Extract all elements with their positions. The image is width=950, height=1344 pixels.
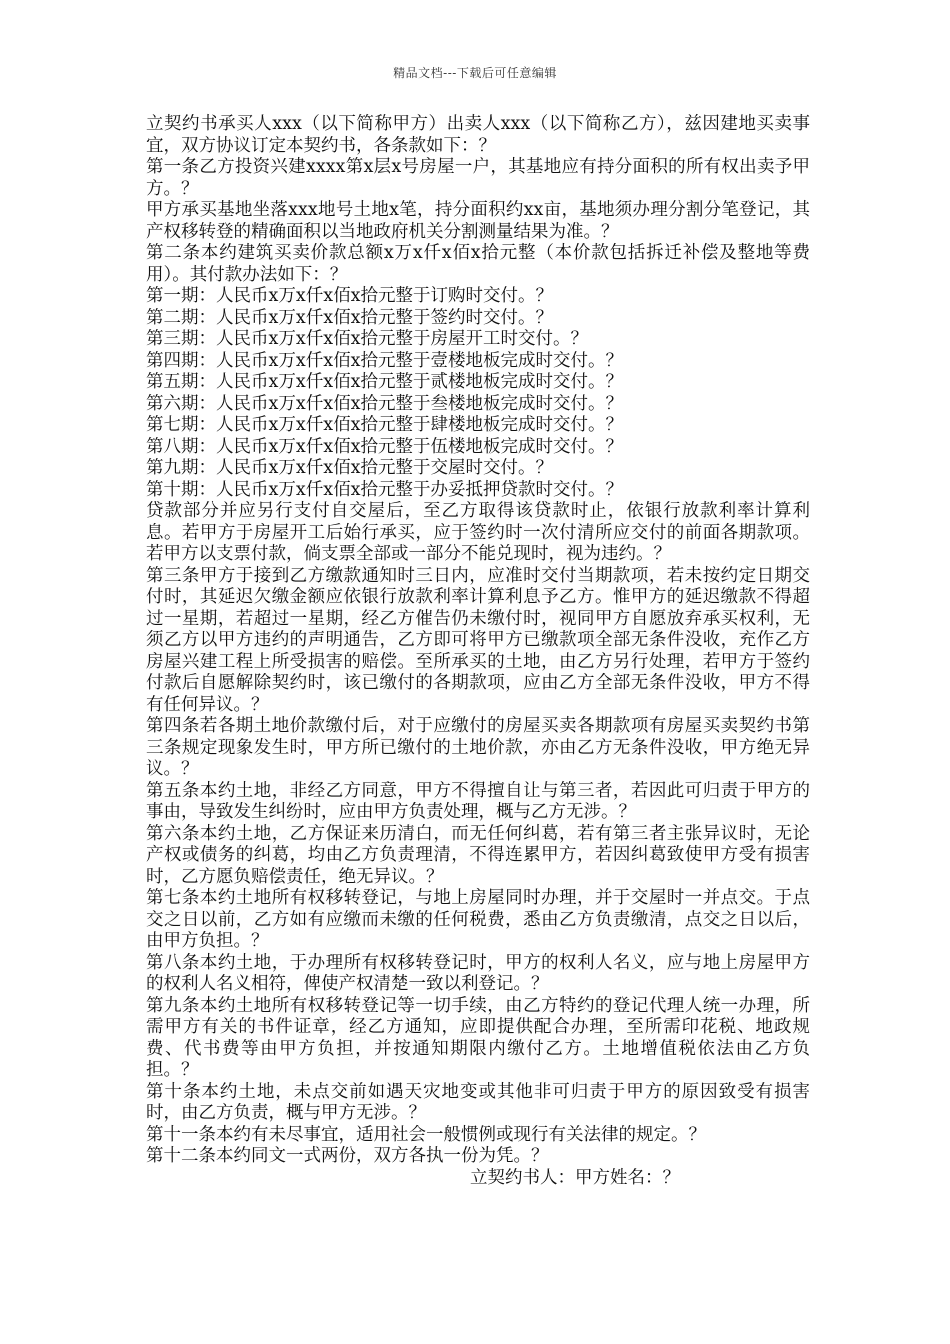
contract-paragraph: 第四条若各期土地价款缴付后，对于应缴付的房屋买卖各期款项有房屋买卖契约书第三条规定现象发生时，甲方所已缴付的土地价款，亦由乙方无条件没收，甲方绝无异议。？ xyxy=(146,716,810,779)
payment-installment: 第一期：人民币x万x仟x佰x拾元整于订购时交付。？ xyxy=(146,286,553,306)
payment-installment: 第十期：人民币x万x仟x佰x拾元整于办妥抵押贷款时交付。？ xyxy=(146,479,623,500)
payment-installment: 第四期：人民币x万x仟x佰x拾元整于壹楼地板完成时交付。？ xyxy=(146,350,623,371)
payment-installment: 第七期：人民币x万x仟x佰x拾元整于肆楼地板完成时交付。？ xyxy=(146,415,623,435)
contract-body xyxy=(146,114,810,1189)
page-header: 精品文档---下载后可任意编辑 xyxy=(393,66,557,80)
payment-installment: 第三期：人民币x万x仟x佰x拾元整于房屋开工时交付。？ xyxy=(146,329,588,349)
payment-installment: 第六期：人民币x万x仟x佰x拾元整于叁楼地板完成时交付。？ xyxy=(146,393,623,414)
contract-paragraph: 第十一条本约有未尽事宜，适用社会一般惯例或现行有关法律的规定。？ xyxy=(146,1124,706,1145)
contract-paragraph: 第十条本约土地，未点交前如遇天灾地变或其他非可归责于甲方的原因致受有损害时，由乙方负责，概与甲方无涉。？ xyxy=(146,1081,810,1123)
contract-paragraph: 贷款部分并应另行支付自交屋后，至乙方取得该贷款时止，依银行放款利率计算利息。若甲方于房屋开工后始行承买，应于签约时一次付清所应交付的前面各期款项。若甲方以支票付款，倘支票全部或一部分不能兑现时，视为违约。？ xyxy=(146,501,810,564)
payment-installment: 第五期：人民币x万x仟x佰x拾元整于贰楼地板完成时交付。？ xyxy=(146,372,623,392)
contract-paragraph: 第八条本约土地，于办理所有权移转登记时，甲方的权利人名义，应与地上房屋甲方的权利人名义相符，俾使产权清楚一致以利登记。？ xyxy=(146,952,810,994)
payment-installment: 第二期：人民币x万x仟x佰x拾元整于签约时交付。？ xyxy=(146,307,553,328)
contract-paragraph: 第九条本约土地所有权移转登记等一切手续，由乙方特约的登记代理人统一办理，所需甲方有关的书件证章，经乙方通知，应即提供配合办理，至所需印花税、地政规费、代书费等由甲方负担，并按通知期限内缴付乙方。土地增值税依法由乙方负担。？ xyxy=(146,995,810,1080)
payment-installment: 第九期：人民币x万x仟x佰x拾元整于交屋时交付。？ xyxy=(146,458,553,478)
contract-paragraph: 第三条甲方于接到乙方缴款通知时三日内，应准时交付当期款项，若未按约定日期交付时，其延迟欠缴金额应依银行放款利率计算利息予乙方。惟甲方的延迟缴款不得超过一星期，若超过一星期，经乙方催告仍未缴付时，视同甲方自愿放弃承买权利，无须乙方以甲方违约的声明通告，乙方即可将甲方已缴款项全部无条件没收，充作乙方房屋兴建工程上所受损害的赔偿。至所承买的土地，由乙方另行处理，若甲方于签约付款后自愿解除契约时，该已缴付的各期款项，应由乙方全部无条件没收，甲方不得有任何异议。？ xyxy=(146,565,810,715)
contract-paragraph: 第二条本约建筑买卖价款总额x万x仟x佰x拾元整（本价款包括拆迁补偿及整地等费用）。其付款办法如下：？ xyxy=(146,243,810,285)
contract-paragraph: 甲方承买基地坐落xxx地号土地x笔，持分面积约xx亩，基地须办理分割分笔登记，其产权移转登的精确面积以当地政府机关分割测量结果为准。？ xyxy=(146,200,810,242)
payment-installment: 第八期：人民币x万x仟x佰x拾元整于伍楼地板完成时交付。？ xyxy=(146,436,623,457)
contract-paragraph: 立契约书承买人xxx（以下简称甲方）出卖人xxx（以下简称乙方），兹因建地买卖事宜，双方协议订定本契约书，各条款如下：？ xyxy=(146,114,810,156)
contract-paragraph: 第六条本约土地，乙方保证来历清白，而无任何纠葛，若有第三者主张异议时，无论产权或债务的纠葛，均由乙方负责理清，不得连累甲方，若因纠葛致使甲方受有损害时，乙方愿负赔偿责任，绝无异议。？ xyxy=(146,823,810,887)
contract-paragraph: 第七条本约土地所有权移转登记，与地上房屋同时办理，并于交屋时一并点交。于点交之日以前，乙方如有应缴而未缴的任何税费，悉由乙方负责缴清，点交之日以后，由甲方负担。？ xyxy=(146,888,810,951)
contract-paragraph: 第五条本约土地，非经乙方同意，甲方不得擅自让与第三者，若因此可归责于甲方的事由，导致发生纠纷时，应由甲方负责处理，概与乙方无涉。？ xyxy=(146,780,810,822)
contract-paragraph: 第十二条本约同文一式两份，双方各执一份为凭。？ xyxy=(146,1146,549,1166)
signature-line: 立契约书人：甲方姓名：？ xyxy=(470,1167,680,1188)
contract-paragraph: 第一条乙方投资兴建xxxx第x层x号房屋一户，其基地应有持分面积的所有权出卖予甲方。？ xyxy=(146,157,810,199)
